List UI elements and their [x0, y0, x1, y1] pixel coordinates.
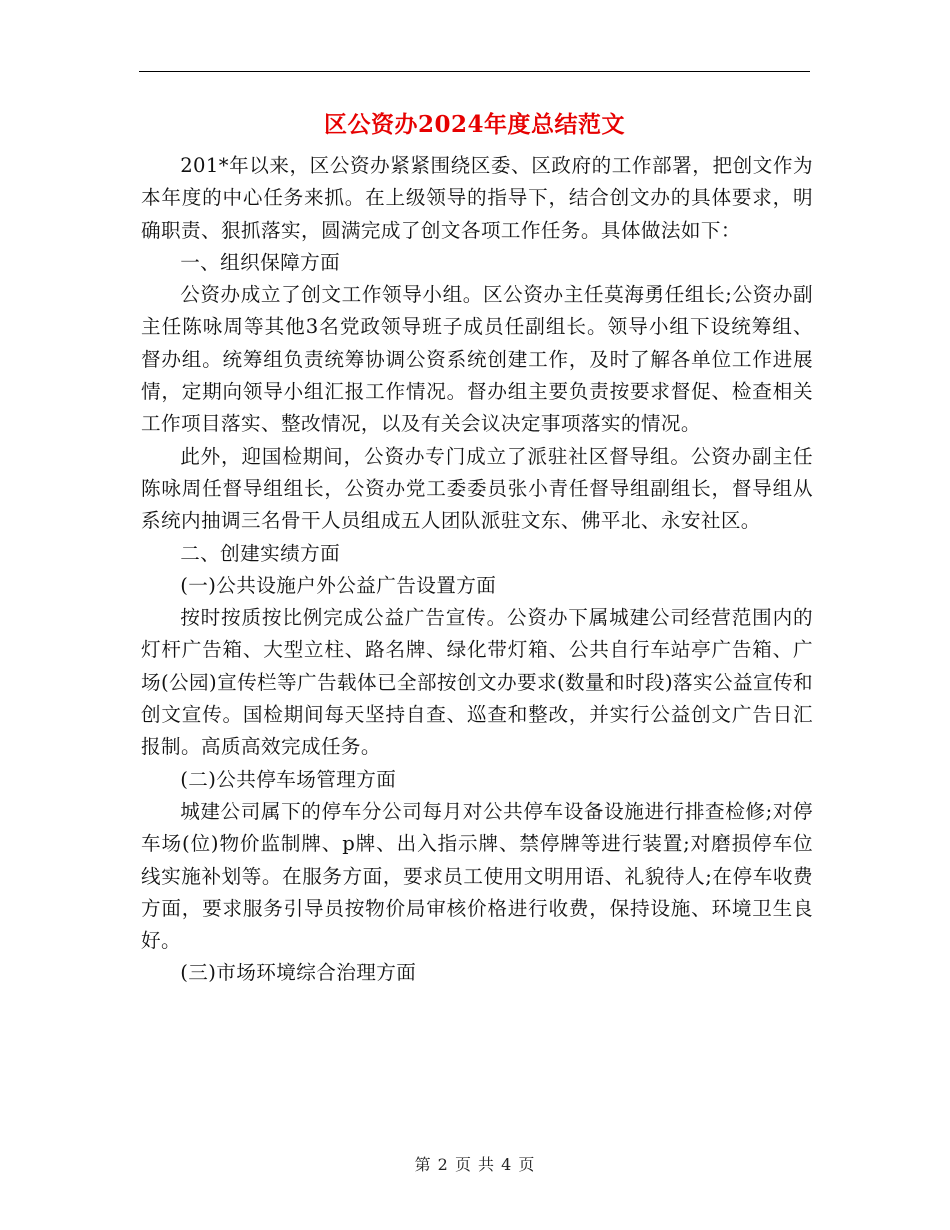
document-body — [141, 150, 813, 990]
paragraph-parking: 城建公司属下的停车分公司每月对公共停车设备设施进行排查检修;对停车场(位)物价监制牌、p牌、出入指示牌、禁停牌等进行装置;对磨损停车位线实施补划等。在服务方面，要求员工使用文明用语、礼貌待人;在停车收费方面，要求服务引导员按物价局审核价格进行收费，保持设施、环境卫生良好。 — [141, 799, 813, 953]
subheading-market-environment: (三)市场环境综合治理方面 — [180, 961, 417, 985]
paragraph-leadership-group: 公资办成立了创文工作领导小组。区公资办主任莫海勇任组长;公资办副主任陈咏周等其他3名党政领导班子成员任副组长。领导小组下设统筹组、督办组。统筹组负责统筹协调公资系统创建工作，及时了解各单位工作进展情，定期向领导小组汇报工作情况。督办组主要负责按要求督促、检查相关工作项目落实、整改情况，以及有关会议决定事项落实的情况。 — [141, 283, 813, 436]
subheading-public-ads: (一)公共设施户外公益广告设置方面 — [180, 573, 497, 597]
paragraph-supervision-team: 此外，迎国检期间，公资办专门成立了派驻社区督导组。公资办副主任陈咏周任督导组组长，公资办党工委委员张小青任督导组副组长，督导组从系统内抽调三名骨干人员组成五人团队派驻文东、佛平北、永安社区。 — [141, 444, 813, 533]
document-title: 区公资办2024年度总结范文 — [323, 111, 625, 138]
page-number: 第 2 页 共 4 页 — [414, 1155, 536, 1174]
section-heading-organization: 一、组织保障方面 — [180, 250, 341, 274]
paragraph-intro: 201*年以来，区公资办紧紧围绕区委、区政府的工作部署，把创文作为本年度的中心任务来抓。在上级领导的指导下，结合创文办的具体要求，明确职责、狠抓落实，圆满完成了创文各项工作任务。具体做法如下： — [141, 154, 813, 242]
page-footer — [0, 1153, 950, 1177]
section-heading-achievements: 二、创建实绩方面 — [180, 541, 341, 565]
header-rule — [139, 71, 810, 72]
subheading-parking: (二)公共停车场管理方面 — [180, 767, 397, 791]
paragraph-public-ads: 按时按质按比例完成公益广告宣传。公资办下属城建公司经营范围内的灯杆广告箱、大型立柱、路名牌、绿化带灯箱、公共自行车站亭广告箱、广场(公园)宣传栏等广告载体已全部按创文办要求(数量和时段)落实公益宣传和创文宣传。国检期间每天坚持自查、巡查和整改，并实行公益创文广告日汇报制。高质高效完成任务。 — [141, 606, 813, 759]
